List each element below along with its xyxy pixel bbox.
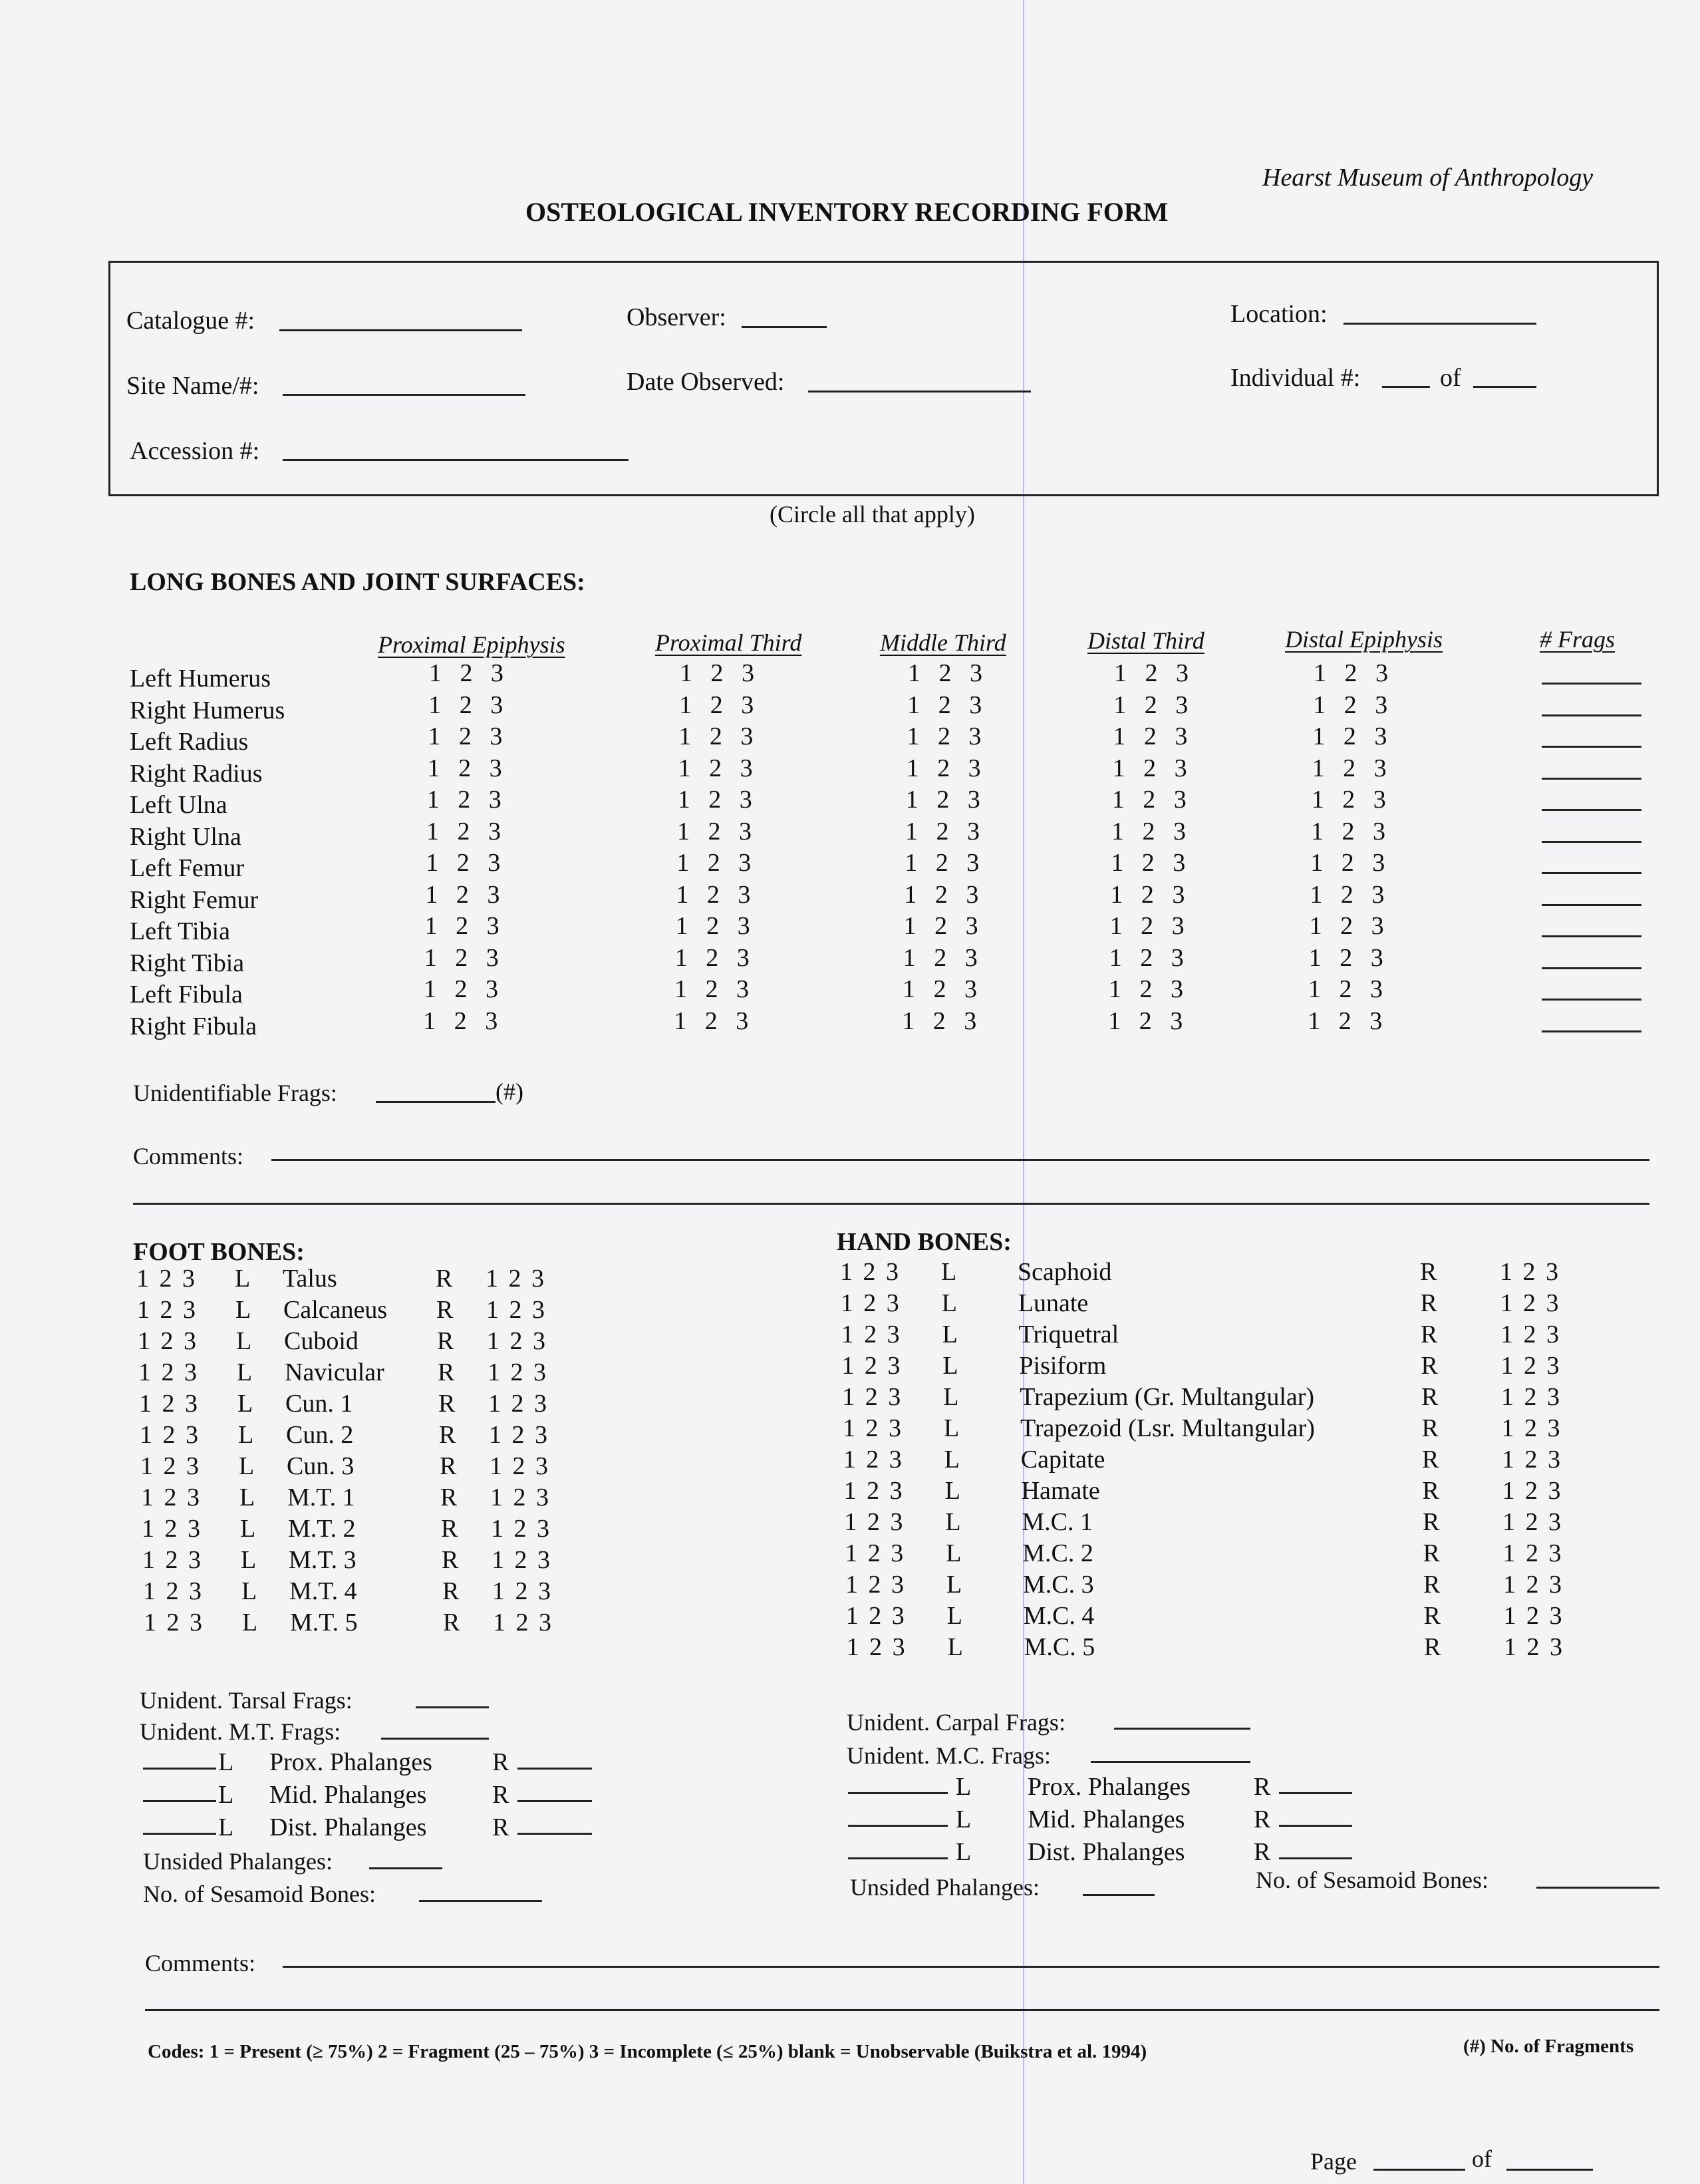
- hand-bone-name: Scaphoid: [1018, 1258, 1112, 1286]
- foot-right-side: R: [440, 1452, 457, 1480]
- foot-sesamoid-field[interactable]: [419, 1900, 542, 1902]
- bone-code-options[interactable]: 1 2 3: [424, 975, 498, 1003]
- foot-phalanges-name: Mid. Phalanges: [269, 1781, 427, 1809]
- hand-right-codes[interactable]: 1 2 3: [1504, 1633, 1562, 1661]
- bone-code-options[interactable]: 1 2 3: [1114, 659, 1189, 687]
- bone-code-options[interactable]: 1 2 3: [907, 691, 982, 719]
- hand-left-side: L: [943, 1383, 959, 1411]
- unident-frags-field[interactable]: [376, 1101, 496, 1103]
- hand-right-codes[interactable]: 1 2 3: [1502, 1477, 1561, 1505]
- foot-left-side: L: [239, 1483, 255, 1511]
- individual-field[interactable]: [1382, 386, 1430, 388]
- foot-phalanges-left-field[interactable]: [143, 1768, 216, 1770]
- foot-right-codes[interactable]: 1 2 3: [490, 1452, 548, 1480]
- unident-frags-suffix: (#): [496, 1078, 523, 1105]
- footer-comments-label: Comments:: [145, 1950, 256, 1976]
- hand-left-side: L: [945, 1508, 961, 1536]
- foot-phalanges-right-side: R: [492, 1813, 509, 1841]
- hand-phalanges-name: Mid. Phalanges: [1028, 1805, 1185, 1833]
- foot-bone-name: M.T. 3: [289, 1546, 356, 1574]
- foot-left-side: L: [235, 1296, 251, 1324]
- hand-left-side: L: [942, 1321, 958, 1348]
- long-comments-field-2[interactable]: [133, 1203, 1649, 1205]
- foot-phalanges-left-field[interactable]: [143, 1800, 216, 1802]
- col-distal-epiphysis: Distal Epiphysis: [1285, 626, 1443, 653]
- foot-right-codes[interactable]: 1 2 3: [491, 1515, 549, 1543]
- bone-code-options[interactable]: 1 2 3: [1111, 786, 1187, 814]
- location-label: Location:: [1230, 300, 1328, 328]
- hand-right-codes[interactable]: 1 2 3: [1500, 1321, 1559, 1348]
- hand-bone-name: M.C. 5: [1024, 1633, 1095, 1661]
- foot-left-side: L: [241, 1577, 257, 1605]
- foot-left-codes[interactable]: 1 2 3: [139, 1390, 198, 1418]
- bone-code-options[interactable]: 1 2 3: [426, 849, 501, 877]
- long-bones-heading: LONG BONES AND JOINT SURFACES:: [130, 568, 585, 596]
- frags-count-field[interactable]: [1542, 1030, 1641, 1032]
- observer-field[interactable]: [742, 326, 827, 328]
- foot-phalanges-right-field[interactable]: [517, 1768, 592, 1770]
- hand-left-side: L: [941, 1258, 957, 1286]
- bone-code-options[interactable]: 1 2 3: [1109, 943, 1184, 972]
- foot-left-codes[interactable]: 1 2 3: [140, 1452, 199, 1480]
- bone-code-options[interactable]: 1 2 3: [1108, 1007, 1183, 1035]
- foot-left-codes[interactable]: 1 2 3: [140, 1421, 198, 1449]
- hand-phalanges-left-side: L: [956, 1805, 972, 1833]
- hand-left-codes[interactable]: 1 2 3: [841, 1321, 900, 1348]
- bone-code-options[interactable]: 1 2 3: [676, 880, 751, 909]
- foot-left-codes[interactable]: 1 2 3: [137, 1296, 196, 1324]
- foot-right-side: R: [443, 1609, 460, 1637]
- frags-count-field[interactable]: [1542, 967, 1641, 969]
- foot-left-side: L: [236, 1327, 252, 1355]
- hand-bone-name: Triquetral: [1018, 1321, 1119, 1348]
- hand-left-codes[interactable]: 1 2 3: [845, 1539, 904, 1567]
- bone-code-options[interactable]: 1 2 3: [1308, 943, 1383, 972]
- frags-count-field[interactable]: [1542, 999, 1641, 1001]
- hand-right-side: R: [1421, 1321, 1438, 1348]
- hand-bone-name: Trapezium (Gr. Multangular): [1020, 1383, 1315, 1411]
- hand-heading: HAND BONES:: [837, 1228, 1012, 1256]
- foot-phalanges-left-field[interactable]: [143, 1833, 216, 1835]
- hand-left-codes[interactable]: 1 2 3: [844, 1508, 903, 1536]
- long-bone-row-label: Right Tibia: [130, 949, 245, 977]
- foot-left-side: L: [238, 1421, 254, 1449]
- foot-right-side: R: [436, 1265, 453, 1293]
- hand-right-side: R: [1423, 1508, 1440, 1536]
- bone-code-options[interactable]: 1 2 3: [424, 912, 499, 940]
- foot-right-side: R: [438, 1390, 456, 1418]
- hand-right-side: R: [1423, 1602, 1441, 1630]
- frags-count-field[interactable]: [1542, 841, 1641, 843]
- bone-code-options[interactable]: 1 2 3: [1111, 849, 1186, 877]
- frags-count-field[interactable]: [1542, 904, 1641, 906]
- bone-code-options[interactable]: 1 2 3: [680, 659, 754, 687]
- hand-left-side: L: [946, 1539, 962, 1567]
- foot-unident-tarsal-label: Unident. Tarsal Frags:: [140, 1687, 353, 1714]
- foot-left-codes[interactable]: 1 2 3: [138, 1358, 197, 1386]
- unident-frags-label: Unidentifiable Frags:: [133, 1080, 337, 1106]
- foot-right-codes[interactable]: 1 2 3: [488, 1390, 547, 1418]
- frags-count-field[interactable]: [1542, 935, 1641, 937]
- col-proximal-epiphysis: Proximal Epiphysis: [378, 631, 565, 658]
- frags-count-field[interactable]: [1542, 809, 1641, 811]
- col-middle-third: Middle Third: [880, 629, 1006, 656]
- foot-right-side: R: [436, 1296, 454, 1324]
- bone-code-options[interactable]: 1 2 3: [424, 943, 499, 972]
- foot-right-codes[interactable]: 1 2 3: [492, 1546, 550, 1574]
- long-bone-row-label: Left Fibula: [130, 981, 243, 1009]
- foot-left-codes[interactable]: 1 2 3: [142, 1515, 200, 1543]
- foot-right-side: R: [442, 1577, 460, 1605]
- bone-code-options[interactable]: 1 2 3: [1113, 722, 1188, 750]
- hand-left-codes[interactable]: 1 2 3: [840, 1258, 899, 1286]
- fragments-legend: (#) No. of Fragments: [1463, 2036, 1634, 2057]
- bone-code-options[interactable]: 1 2 3: [678, 754, 753, 782]
- foot-unsided-field[interactable]: [369, 1867, 442, 1869]
- footer-comments-field-2[interactable]: [145, 2009, 1659, 2011]
- hand-left-side: L: [944, 1477, 960, 1505]
- bone-code-options[interactable]: 1 2 3: [678, 722, 754, 750]
- hand-left-codes[interactable]: 1 2 3: [841, 1352, 901, 1380]
- museum-name: Hearst Museum of Anthropology: [1262, 164, 1594, 192]
- hand-right-side: R: [1424, 1633, 1441, 1661]
- foot-phalanges-left-side: L: [218, 1781, 234, 1809]
- page-total-field[interactable]: [1506, 2169, 1593, 2171]
- foot-phalanges-left-side: L: [218, 1813, 234, 1841]
- bone-code-options[interactable]: 1 2 3: [1112, 754, 1187, 782]
- foot-phalanges-right-side: R: [492, 1748, 509, 1776]
- foot-right-side: R: [440, 1483, 458, 1511]
- foot-bone-name: M.T. 2: [288, 1515, 356, 1543]
- hand-left-side: L: [946, 1571, 962, 1599]
- bone-code-options[interactable]: 1 2 3: [903, 943, 978, 972]
- hand-left-side: L: [947, 1633, 963, 1661]
- foot-left-side: L: [237, 1358, 253, 1386]
- bone-code-options[interactable]: 1 2 3: [675, 912, 750, 940]
- hand-right-side: R: [1420, 1258, 1437, 1286]
- individual-of-label: of: [1440, 364, 1461, 392]
- bone-code-options[interactable]: 1 2 3: [905, 849, 980, 877]
- circle-note: (Circle all that apply): [770, 501, 975, 528]
- foot-phalanges-right-field[interactable]: [517, 1833, 592, 1835]
- bone-code-options[interactable]: 1 2 3: [425, 880, 500, 909]
- hand-unident-mc-field[interactable]: [1091, 1761, 1250, 1763]
- hand-phalanges-right-field[interactable]: [1279, 1825, 1352, 1827]
- bone-code-options[interactable]: 1 2 3: [908, 659, 982, 687]
- foot-left-codes[interactable]: 1 2 3: [136, 1265, 195, 1293]
- frags-count-field[interactable]: [1542, 778, 1641, 780]
- hand-right-codes[interactable]: 1 2 3: [1503, 1571, 1562, 1599]
- hand-right-side: R: [1421, 1352, 1438, 1380]
- foot-right-codes[interactable]: 1 2 3: [489, 1421, 547, 1449]
- footer-comments-field[interactable]: [283, 1966, 1659, 1968]
- hand-bone-name: M.C. 1: [1022, 1508, 1093, 1536]
- frags-count-field[interactable]: [1542, 714, 1641, 716]
- hand-right-codes[interactable]: 1 2 3: [1500, 1352, 1560, 1380]
- hand-sesamoid-field[interactable]: [1536, 1887, 1659, 1889]
- hand-phalanges-name: Dist. Phalanges: [1028, 1838, 1185, 1866]
- foot-left-side: L: [239, 1452, 255, 1480]
- catalogue-label: Catalogue #:: [126, 307, 255, 335]
- hand-right-side: R: [1423, 1539, 1440, 1567]
- hand-right-codes[interactable]: 1 2 3: [1501, 1383, 1560, 1411]
- foot-right-codes[interactable]: 1 2 3: [486, 1296, 545, 1324]
- col-distal-third: Distal Third: [1087, 627, 1204, 654]
- observer-label: Observer:: [627, 303, 726, 331]
- frags-count-field[interactable]: [1542, 872, 1641, 874]
- foot-left-codes[interactable]: 1 2 3: [141, 1483, 200, 1511]
- foot-unsided-label: Unsided Phalanges:: [143, 1848, 333, 1875]
- bone-code-options[interactable]: 1 2 3: [426, 786, 501, 814]
- foot-bone-name: Talus: [283, 1265, 337, 1293]
- hand-bone-name: Lunate: [1018, 1289, 1089, 1317]
- hand-right-side: R: [1421, 1383, 1439, 1411]
- foot-right-codes[interactable]: 1 2 3: [488, 1358, 546, 1386]
- foot-bone-name: Cuboid: [284, 1327, 358, 1355]
- bone-code-options[interactable]: 1 2 3: [423, 1007, 498, 1035]
- bone-code-options[interactable]: 1 2 3: [904, 880, 979, 909]
- bone-code-options[interactable]: 1 2 3: [428, 722, 503, 750]
- frags-count-field[interactable]: [1542, 683, 1641, 685]
- long-bone-row-label: Left Femur: [130, 854, 245, 882]
- foot-bone-name: M.T. 1: [287, 1483, 355, 1511]
- hand-left-side: L: [946, 1602, 963, 1630]
- bone-code-options[interactable]: 1 2 3: [426, 817, 501, 846]
- hand-phalanges-right-side: R: [1254, 1838, 1271, 1866]
- page-of-label: of: [1472, 2145, 1492, 2172]
- hand-bone-name: Hamate: [1021, 1477, 1100, 1505]
- bone-code-options[interactable]: 1 2 3: [902, 1007, 977, 1035]
- hand-phalanges-right-side: R: [1254, 1773, 1271, 1801]
- foot-right-codes[interactable]: 1 2 3: [487, 1327, 545, 1355]
- col-proximal-third: Proximal Third: [655, 629, 802, 656]
- hand-phalanges-left-side: L: [956, 1838, 972, 1866]
- foot-left-side: L: [241, 1546, 257, 1574]
- foot-left-side: L: [237, 1390, 253, 1418]
- foot-unident-mt-field[interactable]: [381, 1738, 489, 1740]
- bone-code-options[interactable]: 1 2 3: [676, 849, 752, 877]
- bone-code-options[interactable]: 1 2 3: [677, 786, 752, 814]
- bone-code-options[interactable]: 1 2 3: [1312, 754, 1387, 782]
- foot-phalanges-right-side: R: [492, 1781, 509, 1809]
- bone-code-options[interactable]: 1 2 3: [1309, 912, 1384, 940]
- bone-code-options[interactable]: 1 2 3: [903, 912, 978, 940]
- hand-phalanges-left-side: L: [956, 1773, 972, 1801]
- individual-label: Individual #:: [1230, 364, 1361, 392]
- hand-left-codes[interactable]: 1 2 3: [845, 1571, 904, 1599]
- date-field[interactable]: [808, 390, 1031, 392]
- foot-left-codes[interactable]: 1 2 3: [144, 1609, 202, 1637]
- codes-legend: Codes: 1 = Present (≥ 75%) 2 = Fragment (25 – 75%) 3 = Incomplete (≤ 25%) blank = Unobservable (Buikstra et al. 1994): [148, 2041, 1147, 2062]
- page-label: Page: [1310, 2148, 1357, 2175]
- bone-code-options[interactable]: 1 2 3: [1311, 786, 1386, 814]
- foot-bone-name: Cun. 3: [287, 1452, 354, 1480]
- hand-right-side: R: [1422, 1446, 1439, 1474]
- foot-left-side: L: [242, 1609, 258, 1637]
- bone-code-options[interactable]: 1 2 3: [1111, 817, 1186, 846]
- foot-bone-name: Calcaneus: [283, 1296, 388, 1324]
- hand-bone-name: Pisiform: [1019, 1352, 1107, 1380]
- foot-right-codes[interactable]: 1 2 3: [493, 1609, 551, 1637]
- foot-right-codes[interactable]: 1 2 3: [490, 1483, 549, 1511]
- hand-right-codes[interactable]: 1 2 3: [1503, 1602, 1562, 1630]
- long-bone-row-label: Right Ulna: [130, 822, 241, 851]
- long-bone-row-label: Right Radius: [130, 759, 263, 788]
- foot-bone-name: Navicular: [285, 1358, 384, 1386]
- bone-code-options[interactable]: 1 2 3: [427, 754, 502, 782]
- frags-count-field[interactable]: [1542, 746, 1641, 748]
- bone-code-options[interactable]: 1 2 3: [679, 691, 754, 719]
- foot-sesamoid-label: No. of Sesamoid Bones:: [143, 1881, 376, 1907]
- long-comments-label: Comments:: [133, 1143, 244, 1170]
- bone-code-options[interactable]: 1 2 3: [905, 817, 980, 846]
- date-label: Date Observed:: [627, 368, 785, 396]
- bone-code-options[interactable]: 1 2 3: [1313, 691, 1388, 719]
- foot-left-codes[interactable]: 1 2 3: [143, 1577, 202, 1605]
- long-bone-row-label: Left Tibia: [130, 917, 230, 945]
- foot-bone-name: Cun. 1: [285, 1390, 353, 1418]
- hand-unsided-label: Unsided Phalanges:: [850, 1874, 1040, 1901]
- hand-right-side: R: [1420, 1289, 1437, 1317]
- hand-bone-name: M.C. 4: [1023, 1602, 1095, 1630]
- col-frags: # Frags: [1540, 626, 1616, 653]
- hand-right-side: R: [1421, 1414, 1439, 1442]
- bone-code-options[interactable]: 1 2 3: [1110, 880, 1185, 909]
- bone-code-options[interactable]: 1 2 3: [674, 1007, 749, 1035]
- bone-code-options[interactable]: 1 2 3: [1314, 659, 1388, 687]
- hand-phalanges-right-field[interactable]: [1279, 1857, 1352, 1859]
- bone-code-options[interactable]: 1 2 3: [1308, 1007, 1383, 1035]
- bone-code-options[interactable]: 1 2 3: [1312, 722, 1387, 750]
- bone-code-options[interactable]: 1 2 3: [1109, 975, 1183, 1003]
- foot-left-side: L: [240, 1515, 256, 1543]
- hand-left-side: L: [941, 1289, 958, 1317]
- bone-code-options[interactable]: 1 2 3: [903, 975, 977, 1003]
- bone-code-options[interactable]: 1 2 3: [905, 786, 980, 814]
- foot-phalanges-name: Prox. Phalanges: [269, 1748, 432, 1776]
- accession-label: Accession #:: [130, 437, 260, 465]
- foot-phalanges-right-field[interactable]: [517, 1800, 592, 1802]
- hand-right-codes[interactable]: 1 2 3: [1501, 1414, 1560, 1442]
- hand-bone-name: Trapezoid (Lsr. Multangular): [1020, 1414, 1315, 1442]
- long-bone-row-label: Left Radius: [130, 728, 249, 756]
- hand-right-side: R: [1423, 1571, 1441, 1599]
- foot-phalanges-left-side: L: [218, 1748, 234, 1776]
- bone-code-options[interactable]: 1 2 3: [674, 943, 750, 972]
- hand-unident-carpal-label: Unident. Carpal Frags:: [847, 1709, 1065, 1736]
- catalogue-field[interactable]: [279, 329, 522, 331]
- hand-left-codes[interactable]: 1 2 3: [840, 1289, 899, 1317]
- hand-left-codes[interactable]: 1 2 3: [843, 1446, 902, 1474]
- bone-code-options[interactable]: 1 2 3: [1310, 849, 1385, 877]
- site-field[interactable]: [283, 394, 525, 396]
- long-bone-row-label: Right Humerus: [130, 696, 285, 724]
- long-bone-row-label: Right Femur: [130, 885, 259, 914]
- hand-phalanges-left-field[interactable]: [848, 1857, 948, 1859]
- hand-left-codes[interactable]: 1 2 3: [846, 1633, 905, 1661]
- form-title: OSTEOLOGICAL INVENTORY RECORDING FORM: [525, 197, 1169, 227]
- bone-code-options[interactable]: 1 2 3: [429, 659, 503, 687]
- foot-left-codes[interactable]: 1 2 3: [142, 1546, 201, 1574]
- hand-left-side: L: [944, 1446, 960, 1474]
- location-field[interactable]: [1344, 323, 1536, 325]
- hand-left-codes[interactable]: 1 2 3: [842, 1383, 901, 1411]
- individual-total-field[interactable]: [1473, 386, 1536, 388]
- foot-right-codes[interactable]: 1 2 3: [492, 1577, 551, 1605]
- foot-right-side: R: [439, 1421, 456, 1449]
- hand-phalanges-right-side: R: [1254, 1805, 1271, 1833]
- bone-code-options[interactable]: 1 2 3: [1310, 880, 1385, 909]
- hand-right-codes[interactable]: 1 2 3: [1502, 1508, 1561, 1536]
- bone-code-options[interactable]: 1 2 3: [906, 754, 981, 782]
- hand-right-side: R: [1422, 1477, 1439, 1505]
- hand-bone-name: M.C. 2: [1022, 1539, 1093, 1567]
- accession-field[interactable]: [283, 459, 629, 461]
- foot-bone-name: Cun. 2: [286, 1421, 354, 1449]
- foot-bone-name: M.T. 4: [289, 1577, 357, 1605]
- hand-left-codes[interactable]: 1 2 3: [845, 1602, 905, 1630]
- hand-unident-mc-label: Unident. M.C. Frags:: [847, 1742, 1052, 1769]
- hand-left-side: L: [942, 1352, 958, 1380]
- foot-heading: FOOT BONES:: [133, 1238, 305, 1266]
- hand-bone-name: Capitate: [1020, 1446, 1105, 1474]
- foot-right-side: R: [437, 1327, 454, 1355]
- hand-bone-name: M.C. 3: [1023, 1571, 1094, 1599]
- foot-unident-mt-label: Unident. M.T. Frags:: [140, 1718, 341, 1745]
- bone-code-options[interactable]: 1 2 3: [1311, 817, 1385, 846]
- foot-unident-tarsal-field[interactable]: [416, 1706, 489, 1708]
- hand-phalanges-left-field[interactable]: [848, 1825, 948, 1827]
- hand-unsided-field[interactable]: [1083, 1894, 1155, 1896]
- hand-left-codes[interactable]: 1 2 3: [843, 1414, 901, 1442]
- bone-code-options[interactable]: 1 2 3: [1113, 691, 1189, 719]
- hand-phalanges-right-field[interactable]: [1279, 1792, 1352, 1794]
- foot-right-side: R: [438, 1358, 455, 1386]
- foot-left-codes[interactable]: 1 2 3: [138, 1327, 196, 1355]
- hand-right-codes[interactable]: 1 2 3: [1502, 1539, 1562, 1567]
- long-bone-row-label: Right Fibula: [130, 1012, 257, 1040]
- bone-code-options[interactable]: 1 2 3: [428, 691, 503, 719]
- hand-unident-carpal-field[interactable]: [1114, 1728, 1250, 1730]
- bone-code-options[interactable]: 1 2 3: [674, 975, 749, 1003]
- bone-code-options[interactable]: 1 2 3: [907, 722, 982, 750]
- hand-left-side: L: [944, 1414, 960, 1442]
- hand-sesamoid-label: No. of Sesamoid Bones:: [1256, 1867, 1488, 1893]
- site-label: Site Name/#:: [126, 372, 259, 400]
- hand-right-codes[interactable]: 1 2 3: [1500, 1289, 1559, 1317]
- hand-right-codes[interactable]: 1 2 3: [1502, 1446, 1560, 1474]
- bone-code-options[interactable]: 1 2 3: [1109, 912, 1185, 940]
- long-comments-field[interactable]: [271, 1159, 1649, 1161]
- bone-code-options[interactable]: 1 2 3: [677, 817, 752, 846]
- page-number-field[interactable]: [1373, 2169, 1465, 2171]
- hand-phalanges-left-field[interactable]: [848, 1792, 948, 1794]
- foot-left-side: L: [235, 1265, 251, 1293]
- foot-right-side: R: [441, 1515, 458, 1543]
- hand-phalanges-name: Prox. Phalanges: [1028, 1773, 1191, 1801]
- foot-bone-name: M.T. 5: [290, 1609, 358, 1637]
- foot-right-codes[interactable]: 1 2 3: [486, 1265, 544, 1293]
- foot-phalanges-name: Dist. Phalanges: [269, 1813, 427, 1841]
- hand-right-codes[interactable]: 1 2 3: [1500, 1258, 1558, 1286]
- foot-right-side: R: [442, 1546, 459, 1574]
- long-bone-row-label: Left Ulna: [130, 791, 227, 819]
- bone-code-options[interactable]: 1 2 3: [1308, 975, 1383, 1003]
- long-bone-row-label: Left Humerus: [130, 665, 271, 693]
- hand-left-codes[interactable]: 1 2 3: [843, 1477, 903, 1505]
